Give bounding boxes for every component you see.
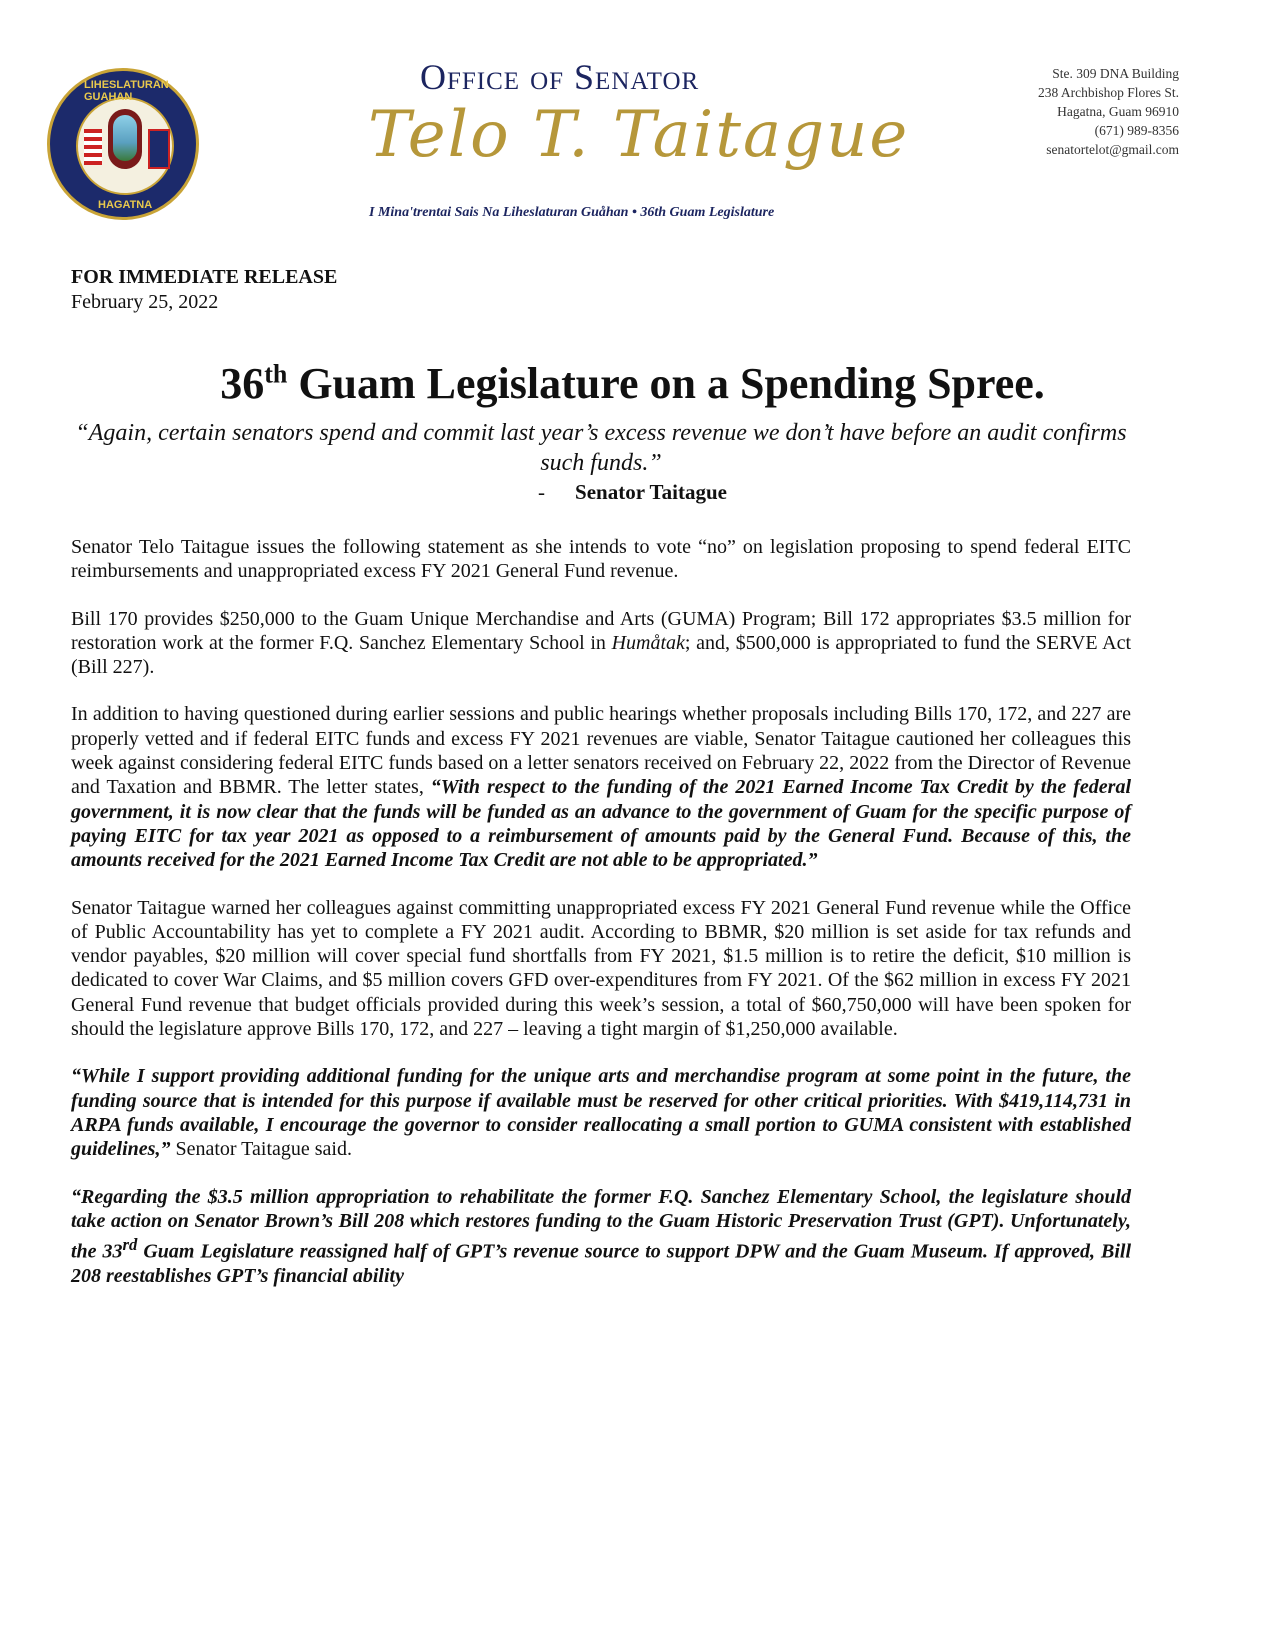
paragraph	[71, 702, 1131, 872]
emphasized-text: rd	[122, 1235, 138, 1255]
emphasized-text: “With respect to the funding of the 2021 Earned Income Tax Credit by the federal government, it is now clear that the funds will be funded as an advance to the government of Guam for the specific purpose of paying EITC for tax year 2021 as opposed to a reimbursement of amounts paid by the General Fund. Because of this, the amounts received for the 2021 Earned Income Tax Credit are not able to be appropriated.”	[71, 776, 1131, 872]
article-body	[71, 535, 1131, 1311]
paragraph	[71, 607, 1131, 680]
pull-quote: “Again, certain senators spend and commit last year’s excess revenue we don’t have before an audit confirms such funds.”	[75, 420, 1127, 476]
office-heading: Office of Senator	[420, 57, 700, 97]
address-line: Ste. 309 DNA Building	[1052, 66, 1179, 81]
seal-emblem	[76, 97, 174, 195]
phone: (671) 989-8356	[1094, 123, 1179, 138]
emphasized-text: Guam Legislature reassigned half of GPT’s revenue source to support DPW and the Guam Museum. If approved, Bill 208 reestablishes GPT’s financial ability	[71, 1240, 1131, 1288]
paragraph-text: Senator Taitague warned her colleagues against committing unappropriated excess FY 2021 General Fund revenue while the Office of Public Accountability has yet to complete a FY 2021 audit. According to BBMR, $20 million is set aside for tax refunds and vendor payables, $20 million will cover special fund shortfalls from FY 2021, $1.5 million is to retire the deficit, $10 million is dedicated to cover War Claims, and $5 million covers GFD over-expenditures from FY 2021. Of the $62 million in excess FY 2021 General Fund revenue that budget officials provided during this week’s session, a total of $60,750,000 will have been spoken for should the legislature approve Bills 170, 172, and 227 – leaving a tight margin of $1,250,000 available.	[71, 896, 1131, 1041]
paragraph	[71, 1064, 1131, 1161]
legislature-tagline: I Mina'trentai Sais Na Liheslaturan Guåhan • 36th Guam Legislature	[369, 205, 775, 220]
title-text: Guam Legislature on a Spending Spree.	[287, 359, 1045, 408]
guam-seal-icon	[108, 109, 142, 169]
us-flag-icon	[84, 129, 102, 165]
title-number: 36	[220, 359, 265, 408]
emphasized-text: “Regarding the $3.5 million appropriation to rehabilitate the former F.Q. Sanchez Elementary School, the legislature should take action on Senator Brown’s Bill 208 which restores funding to the Guam Historic Preservation Trust (GPT). Unfortunately, the 33	[71, 1185, 1131, 1263]
contact-block	[1038, 64, 1179, 159]
release-date: February 25, 2022	[71, 291, 219, 313]
quote-attribution	[0, 480, 1265, 505]
address-line: Hagatna, Guam 96910	[1057, 104, 1179, 119]
seal-text-bottom: HAGATNA	[98, 199, 153, 211]
dash: -	[538, 480, 546, 504]
guam-flag-icon	[148, 129, 170, 169]
seal-text-top: LIHESLATURAN GUAHAN	[84, 79, 169, 103]
paragraph-text: Senator Taitague said.	[170, 1138, 352, 1161]
title-ordinal: th	[264, 359, 288, 389]
email-link[interactable]: senatortelot@gmail.com	[1046, 142, 1179, 157]
paragraph-text: Bill 170 provides $250,000 to the Guam Unique Merchandise and Arts (GUMA) Program; Bill 172 appropriates $3.5 million for restoration work at the former F.Q. Sanchez Elementary School in	[71, 607, 1131, 654]
emphasized-text: “While I support providing additional funding for the unique arts and merchandise program at some point in the future, the funding source that is intended for this purpose if available must be reserved for other critical priorities. With $419,114,731 in ARPA funds available, I encourage the governor to consider reallocating a small portion to GUMA consistent with established guidelines,”	[71, 1065, 1131, 1161]
paragraph-text: ; and, $500,000 is appropriated to fund the SERVE Act (Bill 227).	[71, 631, 1131, 679]
paragraph-text: In addition to having questioned during earlier sessions and public hearings whether proposals including Bills 170, 172, and 227 are properly vetted and if federal EITC funds and excess FY 2021 revenues are viable, Senator Taitague cautioned her colleagues this week against considering federal EITC funds based on a letter senators received on February 22, 2022 from the Director of Revenue and Taxation and BBMR. The letter states,	[71, 703, 1131, 799]
paragraph	[71, 1185, 1131, 1289]
release-label: FOR IMMEDIATE RELEASE	[71, 266, 338, 288]
paragraph-text: Senator Telo Taitague issues the following statement as she intends to vote “no” on legislation proposing to spend federal EITC reimbursements and unappropriated excess FY 2021 General Fund revenue.	[71, 536, 1131, 583]
page-title	[0, 358, 1265, 409]
emphasized-text: Humåtak	[611, 631, 685, 654]
release-info	[71, 265, 337, 315]
attribution-name: Senator Taitague	[575, 480, 727, 504]
legislature-seal	[47, 68, 199, 220]
paragraph	[71, 535, 1131, 584]
paragraph	[71, 896, 1131, 1042]
address-line: 238 Archbishop Flores St.	[1037, 85, 1179, 100]
senator-name-logo: Telo T. Taitague	[368, 98, 910, 172]
